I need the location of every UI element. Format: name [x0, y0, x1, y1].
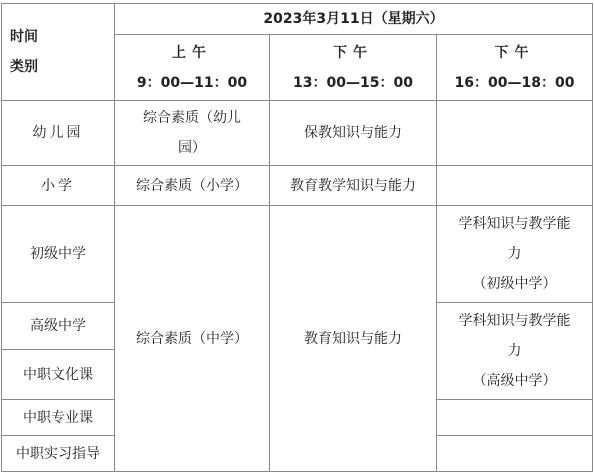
corner-header-cell [2, 4, 115, 101]
slot-afternoon2-header [437, 35, 593, 101]
slot-afternoon1-header [270, 35, 437, 101]
vocational-practice-afternoon2-empty [437, 436, 593, 472]
subject-line: （初级中学） [472, 276, 557, 292]
category-kindergarten: 幼儿园 [2, 101, 115, 166]
secondary-afternoon1-subject: 教育知识与能力 [270, 206, 437, 472]
junior-afternoon2-subject [437, 206, 593, 303]
primary-morning-subject: 综合素质（小学） [115, 166, 270, 206]
kindergarten-afternoon1-subject: 保教知识与能力 [270, 101, 437, 166]
table-row [2, 206, 593, 303]
primary-afternoon2-empty [437, 166, 593, 206]
corner-category-label: 类别 [10, 59, 38, 75]
table-row [2, 101, 593, 166]
category-primary: 小学 [2, 166, 115, 206]
corner-time-label: 时间 [10, 29, 38, 45]
secondary-morning-subject: 综合素质（中学） [115, 206, 270, 472]
subject-line: （高级中学） [472, 373, 557, 389]
slot-afternoon2-time: 16：00—18：00 [454, 74, 575, 91]
subject-line: 园） [178, 140, 206, 156]
slot-afternoon1-time: 13：00—15：00 [293, 74, 413, 91]
category-vocational-culture: 中职文化课 [2, 350, 115, 400]
primary-afternoon1-subject: 教育教学知识与能力 [270, 166, 437, 206]
category-vocational-practice: 中职实习指导 [2, 436, 115, 472]
senior-afternoon2-subject [437, 303, 593, 400]
subject-line: 力 [507, 246, 522, 262]
table-row [2, 166, 593, 206]
kindergarten-morning-subject [115, 101, 270, 166]
slot-afternoon1-label: 下午 [333, 44, 373, 61]
subject-line: 综合素质（幼儿 [143, 110, 241, 126]
exam-date-header: 2023年3月11日（星期六） [115, 4, 593, 35]
slot-morning-header [115, 35, 270, 101]
subject-line: 学科知识与教学能 [458, 216, 571, 232]
category-junior-middle: 初级中学 [2, 206, 115, 303]
slot-afternoon2-label: 下午 [494, 44, 535, 61]
subject-line: 学科知识与教学能 [458, 313, 571, 329]
slot-morning-label: 上午 [172, 44, 212, 61]
kindergarten-afternoon2-empty [437, 101, 593, 166]
slot-morning-time: 9：00—11：00 [136, 74, 248, 91]
subject-line: 力 [507, 343, 522, 359]
category-senior-middle: 高级中学 [2, 303, 115, 350]
category-vocational-major: 中职专业课 [2, 400, 115, 436]
vocational-major-afternoon2-empty [437, 400, 593, 436]
exam-schedule-table [1, 3, 593, 472]
